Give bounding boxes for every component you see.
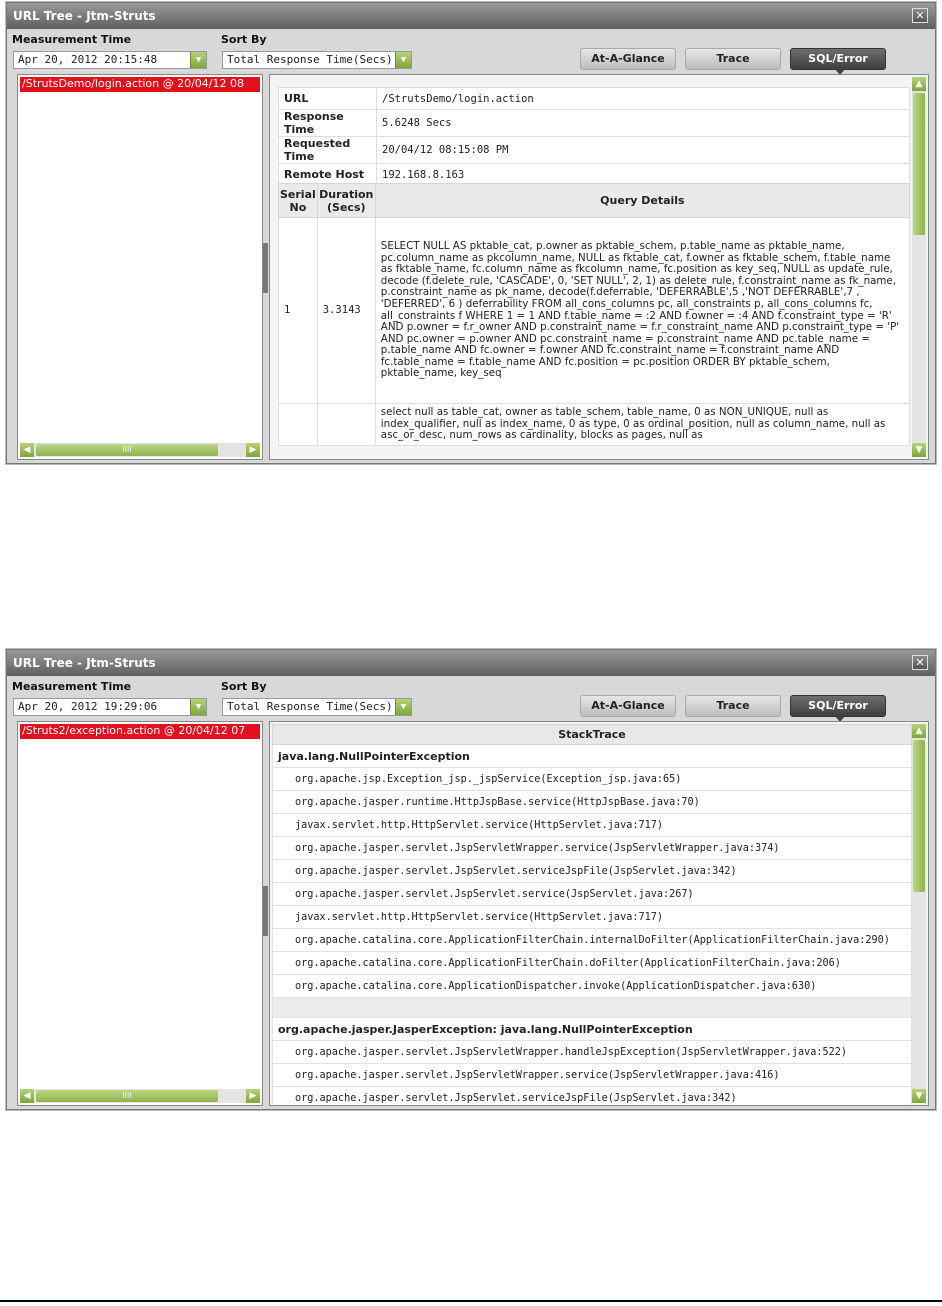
table-row bbox=[273, 1064, 912, 1087]
pane-splitter[interactable] bbox=[263, 243, 268, 293]
table-row bbox=[273, 1087, 912, 1107]
scroll-thumb[interactable]: IIII bbox=[36, 1090, 218, 1102]
sort-by-label: Sort By bbox=[221, 33, 267, 46]
scroll-right-icon[interactable]: ▶ bbox=[246, 1089, 260, 1103]
url-label: URL bbox=[279, 88, 377, 110]
duration-header: Duration (Secs) bbox=[317, 184, 375, 218]
stack-frame: org.apache.jasper.runtime.HttpJspBase.service(HttpJspBase.java:70) bbox=[273, 791, 912, 814]
stack-frame: org.apache.jasper.servlet.JspServlet.service(JspServlet.java:267) bbox=[273, 883, 912, 906]
query-details: SELECT NULL AS pktable_cat, p.owner as pktable_schem, p.table_name as pktable_name, pc.column_name as pkcolumn_name, NULL as fktable_cat, f.owner as fktable_schem, f.table_name as fktable_name, fc.column_name as fkcolumn_name, fc.position as key_seq, NULL as update_rule, decode (f.delete_rule, 'CASCADE', 0, 'SET NULL', 2, 1) as delete_rule, f.constraint_name as fk_name, p.constraint_name as pk_name, decode(f.deferrable, 'DEFERRABLE',5 ,'NOT DEFERRABLE',7 , 'DEFERRED', 6 ) deferrability FROM all_cons_columns pc, all_constraints p, all_cons_columns fc, all_constraints f WHERE 1 = 1 AND f.table_name = :2 AND f.owner = :4 AND f.constraint_type = 'R' AND p.owner = f.r_owner AND p.constraint_name = f.r_constraint_name AND p.constraint_type = 'P' AND pc.owner = p.owner AND pc.constraint_name = p.constraint_name AND pc.table_name = p.table_name AND fc.owner = f.owner AND fc.constraint_name = f.constraint_name AND fc.table_name = f.table_name AND fc.position = pc.position ORDER BY pktable_schem, pktable_name, key_seq bbox=[375, 218, 909, 404]
query-serial: 1 bbox=[279, 218, 318, 404]
stack-frame: org.apache.catalina.core.ApplicationFilterChain.internalDoFilter(ApplicationFilterChain.java:290) bbox=[273, 929, 912, 952]
table-row bbox=[273, 837, 912, 860]
table-row bbox=[273, 1018, 912, 1041]
query-details-header: Query Details bbox=[375, 184, 909, 218]
sort-by-value: Total Response Time(Secs) bbox=[227, 53, 393, 66]
sort-by-value: Total Response Time(Secs) bbox=[227, 700, 393, 713]
toolbar bbox=[7, 676, 935, 720]
remote-host-value: 192.168.8.163 bbox=[377, 164, 910, 186]
response-time-label: Response Time bbox=[279, 110, 377, 137]
table-row bbox=[273, 975, 912, 998]
url-tree-window-sql bbox=[6, 2, 936, 464]
stack-frame: javax.servlet.http.HttpServlet.service(HttpServlet.java:717) bbox=[273, 814, 912, 837]
exception-name: org.apache.jasper.JasperException: java.lang.NullPointerException bbox=[273, 1018, 912, 1041]
table-row bbox=[273, 883, 912, 906]
stack-frame: org.apache.jasper.servlet.JspServletWrapper.service(JspServletWrapper.java:374) bbox=[273, 837, 912, 860]
stack-frame: org.apache.jasper.servlet.JspServletWrapper.service(JspServletWrapper.java:416) bbox=[273, 1064, 912, 1087]
tab-sql-error[interactable]: SQL/Error bbox=[790, 695, 886, 717]
table-row bbox=[273, 998, 912, 1018]
tab-trace[interactable]: Trace bbox=[685, 695, 781, 717]
stacktrace-pane bbox=[269, 721, 929, 1106]
window-titlebar[interactable] bbox=[7, 650, 935, 676]
stack-frame: javax.servlet.http.HttpServlet.service(HttpServlet.java:717) bbox=[273, 906, 912, 929]
sort-by-label: Sort By bbox=[221, 680, 267, 693]
table-row bbox=[279, 88, 910, 110]
table-header-row bbox=[279, 184, 910, 218]
measurement-time-value: Apr 20, 2012 19:29:06 bbox=[18, 700, 158, 713]
stack-frame: org.apache.jsp.Exception_jsp._jspService(Exception_jsp.java:65) bbox=[273, 768, 912, 791]
scroll-down-icon[interactable]: ▼ bbox=[912, 1089, 926, 1103]
url-tree-pane bbox=[17, 721, 263, 1106]
stack-frame: org.apache.catalina.core.ApplicationFilterChain.doFilter(ApplicationFilterChain.java:206) bbox=[273, 952, 912, 975]
scroll-left-icon[interactable]: ◀ bbox=[20, 443, 34, 457]
horizontal-scrollbar[interactable] bbox=[20, 1089, 260, 1103]
window-titlebar[interactable] bbox=[7, 3, 935, 29]
toolbar bbox=[7, 29, 935, 73]
query-table bbox=[278, 183, 910, 446]
url-tree-window-error bbox=[6, 649, 936, 1110]
vertical-scrollbar[interactable] bbox=[912, 77, 926, 457]
serial-no-header: Serial No bbox=[279, 184, 318, 218]
table-row bbox=[273, 745, 912, 768]
dropdown-arrow-icon[interactable]: ▼ bbox=[395, 52, 411, 68]
table-row bbox=[279, 404, 910, 446]
table-row bbox=[273, 768, 912, 791]
close-icon[interactable]: ✕ bbox=[912, 655, 928, 670]
horizontal-scrollbar[interactable] bbox=[20, 443, 260, 457]
pane-splitter[interactable] bbox=[263, 886, 268, 936]
scroll-thumb[interactable]: IIII bbox=[36, 444, 218, 456]
table-row bbox=[273, 860, 912, 883]
close-icon[interactable]: ✕ bbox=[912, 8, 928, 23]
query-details: select null as table_cat, owner as table_schem, table_name, 0 as NON_UNIQUE, null as index_qualifier, null as index_name, 0 as type, 0 as ordinal_position, null as column_name, null as asc_or_desc, num_rows as cardinality, blocks as pages, null as bbox=[375, 404, 909, 446]
stack-frame: org.apache.catalina.core.ApplicationDispatcher.invoke(ApplicationDispatcher.java:630) bbox=[273, 975, 912, 998]
scroll-thumb[interactable] bbox=[913, 740, 925, 892]
table-row bbox=[279, 110, 910, 137]
table-row bbox=[279, 218, 910, 404]
scroll-right-icon[interactable]: ▶ bbox=[246, 443, 260, 457]
scroll-left-icon[interactable]: ◀ bbox=[20, 1089, 34, 1103]
requested-time-value: 20/04/12 08:15:08 PM bbox=[377, 137, 910, 164]
window-title: URL Tree - Jtm-Struts bbox=[13, 656, 156, 670]
stacktrace-table bbox=[272, 724, 912, 1106]
query-duration: 3.3143 bbox=[317, 218, 375, 404]
measurement-time-label: Measurement Time bbox=[12, 680, 132, 693]
table-row bbox=[273, 952, 912, 975]
table-row bbox=[273, 1041, 912, 1064]
sort-by-select[interactable] bbox=[222, 698, 412, 716]
vertical-scrollbar[interactable] bbox=[912, 724, 926, 1103]
stack-frame: org.apache.jasper.servlet.JspServlet.serviceJspFile(JspServlet.java:342) bbox=[273, 860, 912, 883]
dropdown-arrow-icon[interactable]: ▼ bbox=[190, 699, 206, 715]
stacktrace-header: StackTrace bbox=[273, 725, 912, 745]
sort-by-select[interactable] bbox=[222, 51, 412, 69]
query-serial bbox=[279, 404, 318, 446]
url-value: /StrutsDemo/login.action bbox=[377, 88, 910, 110]
request-info-table bbox=[278, 87, 910, 186]
url-tree-item-selected[interactable]: /Struts2/exception.action @ 20/04/12 07 bbox=[20, 724, 260, 739]
scroll-up-icon[interactable]: ▲ bbox=[912, 77, 926, 91]
measurement-time-select[interactable] bbox=[13, 51, 207, 69]
table-header-row bbox=[273, 725, 912, 745]
measurement-time-label: Measurement Time bbox=[12, 33, 132, 46]
dropdown-arrow-icon[interactable]: ▼ bbox=[190, 52, 206, 68]
scroll-down-icon[interactable]: ▼ bbox=[912, 443, 926, 457]
section-gap bbox=[273, 998, 912, 1018]
table-row bbox=[273, 929, 912, 952]
scroll-thumb[interactable] bbox=[913, 93, 925, 235]
requested-time-label: Requested Time bbox=[279, 137, 377, 164]
url-tree-pane bbox=[17, 74, 263, 460]
tab-at-a-glance[interactable]: At-A-Glance bbox=[580, 48, 676, 70]
table-row bbox=[273, 791, 912, 814]
measurement-time-value: Apr 20, 2012 20:15:48 bbox=[18, 53, 158, 66]
exception-name: java.lang.NullPointerException bbox=[273, 745, 912, 768]
tab-at-a-glance[interactable]: At-A-Glance bbox=[580, 695, 676, 717]
remote-host-label: Remote Host bbox=[279, 164, 377, 186]
stack-frame: org.apache.jasper.servlet.JspServlet.serviceJspFile(JspServlet.java:342) bbox=[273, 1087, 912, 1107]
sql-detail-pane bbox=[269, 74, 929, 460]
measurement-time-select[interactable] bbox=[13, 698, 207, 716]
query-duration bbox=[317, 404, 375, 446]
url-tree-item-selected[interactable]: /StrutsDemo/login.action @ 20/04/12 08 bbox=[20, 77, 260, 92]
tab-trace[interactable]: Trace bbox=[685, 48, 781, 70]
table-row bbox=[273, 906, 912, 929]
page-divider bbox=[0, 1300, 942, 1302]
table-row bbox=[279, 137, 910, 164]
response-time-value: 5.6248 Secs bbox=[377, 110, 910, 137]
scroll-up-icon[interactable]: ▲ bbox=[912, 724, 926, 738]
tab-sql-error[interactable]: SQL/Error bbox=[790, 48, 886, 70]
stack-frame: org.apache.jasper.servlet.JspServletWrapper.handleJspException(JspServletWrapper.java:522) bbox=[273, 1041, 912, 1064]
window-title: URL Tree - Jtm-Struts bbox=[13, 9, 156, 23]
dropdown-arrow-icon[interactable]: ▼ bbox=[395, 699, 411, 715]
table-row bbox=[273, 814, 912, 837]
